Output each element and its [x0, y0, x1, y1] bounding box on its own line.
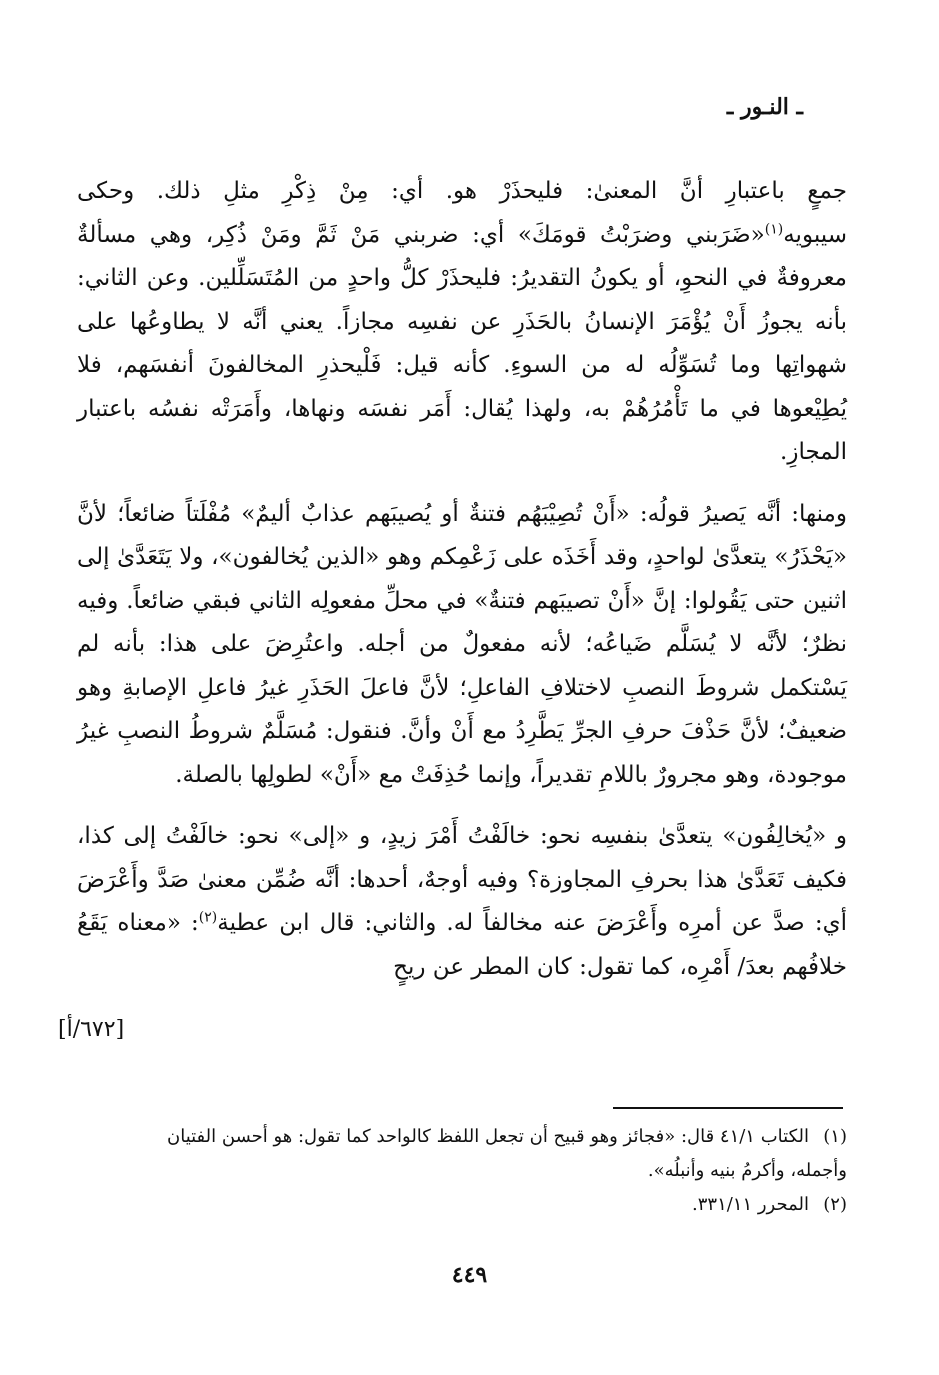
- running-header: ـ النـور ـ: [726, 94, 803, 120]
- page-number: ٤٤٩: [451, 1262, 488, 1288]
- footnotes: [112, 1120, 847, 1222]
- footnote-number: (١): [823, 1126, 847, 1147]
- footnote-reference: (١): [764, 220, 784, 237]
- paragraph-text: : «معناه يَقَعُ خلافُهم بعدَ/ أَمْرِه، كما تقول: كان المطر عن ريحٍ: [77, 910, 847, 980]
- paragraph-text: و «يُخالِفُون» يتعدَّىٰ بنفسِه نحو: خالَفْتُ أَمْرَ زيدٍ، و «إلى» نحو: خالَفْتُ إلى كذا، فكيف تَعَدَّىٰ هذا بحرفِ المجاوزة؟ وفيه أوجهٌ، أحدها: أنَّه ضُمِّن معنىٰ صَدَّ وأَعْرَضَ أي: صدَّ عن أمرِه وأَعْرَضَ عنه مخالفاً له. والثاني: قال ابن عطية: [77, 823, 847, 936]
- paragraph: [77, 170, 847, 475]
- manuscript-folio-marker: [٦٧٢/أ]: [58, 1017, 125, 1042]
- paragraph: ومنها: أنَّه يَصيرُ قولُه: «أَنْ تُصِيْبَهُم فتنةٌ أو يُصيبَهم عذابٌ أليمٌ» مُفْلَتاً ضائعاً؛ لأنَّ «يَحْذَرُ» يتعدَّىٰ لواحدٍ، وقد أَخَذَه على زَعْمِكم وهو «الذين يُخالفون»، ولا يَتَعَدَّىٰ إلى اثنين حتى يَقُولوا: إنَّ «أَنْ تصيبَهم فتنةٌ» في محلِّ مفعولِه الثاني فبقي ضائعاً. وفيه نظرٌ؛ لأنَّه لا يُسَلَّم ضَياعُه؛ لأنه مفعولٌ من أجله. واعتُرِضَ على هذا: بأنه لم يَسْتكمل شروطَ النصبِ لاختلافِ الفاعلِ؛ لأنَّ فاعلَ الحَذَرِ غيرُ فاعلِ الإصابةِ وهو ضعيفٌ؛ لأنَّ حَذْفَ حرفِ الجرِّ يَطَّرِدُ مع أَنْ وأنَّ. فنقول: مُسَلَّمٌ شروطُ النصبِ غيرُ موجودة، وهو مجرورٌ باللامِ تقديراً، وإنما حُذِفَتْ مع «أَنْ» لطولِها بالصلة.: [77, 500, 847, 788]
- footnote-reference: (٢): [198, 909, 218, 926]
- main-text: [77, 170, 847, 989]
- footnote: [112, 1188, 847, 1222]
- footnote-number: (٢): [823, 1194, 847, 1215]
- footnote-divider: [613, 1107, 843, 1109]
- paragraph: [77, 815, 847, 989]
- footnote-text: الكتاب ٤١/١ قال: «فجائز وهو قبيح أن تجعل اللفظ كالواحد كما تقول: هو أحسن الفتيان وأجمله، وأكرمُ بنيه وأنبلُه».: [166, 1126, 847, 1181]
- paragraph-text: «ضَرَبني وضرَبْتُ قومَكَ» أي: ضربني مَنْ ثَمَّ ومَنْ ذُكِر، وهي مسألةٌ معروفةٌ في النحوِ، أو يكونُ التقديرُ: فليحذَرْ كلُّ واحدٍ من المُتَسَلِّلين. وعن الثاني: بأنه يجوزُ أَنْ يُؤْمَرَ الإنسانُ بالحَذَرِ عن نفسِه مجازاً. يعني أنَّه لا يطاوعُها على شهواتِها وما تُسَوِّلُه له من السوءِ. كأنه قيل: فَلْيحذرِ المخالفونَ أنفسَهم، فلا يُطِيْعوها في ما تَأْمُرُهُمْ به، ولهذا يُقال: أَمَر نفسَه ونهاها، وأَمَرَتْه نفسُه باعتبار المجازِ.: [77, 221, 847, 465]
- paragraph-text: جمعٍ باعتبارِ أنَّ المعنىٰ: فليحذَرْ هو. أي: مِنْ ذِكْرِ مثلِ ذلك. وحكى سيبويه: [77, 178, 847, 248]
- footnote-text: المحرر ٣٣١/١١.: [692, 1194, 809, 1215]
- footnote: [112, 1120, 847, 1188]
